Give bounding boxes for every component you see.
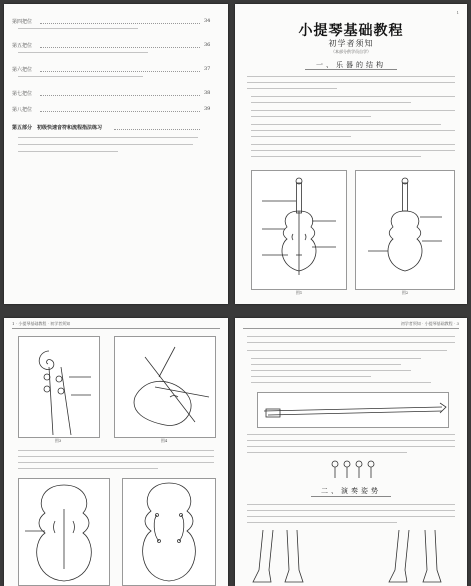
pegs-icon <box>327 458 375 480</box>
text-line <box>18 456 214 457</box>
toc-item-5: 第八把位 <box>12 107 33 113</box>
toc-page-3: 37 <box>204 66 211 72</box>
text-line <box>18 462 214 463</box>
text-line <box>247 504 455 505</box>
page-number: 1 <box>456 10 459 15</box>
page-figures <box>4 318 228 586</box>
text-line <box>247 342 455 343</box>
figure-caption: 图4 <box>160 438 168 443</box>
text-line <box>247 522 397 523</box>
text-line <box>247 516 455 517</box>
toc-page-4: 38 <box>204 90 211 96</box>
toc-leader <box>40 95 200 96</box>
body-outline-figure <box>18 478 110 586</box>
scroll-figure <box>18 336 100 438</box>
toc-chapter: 第五部分 初级快速音符和流程指法练习 <box>12 125 103 131</box>
text-line <box>251 364 401 365</box>
toc-subline <box>18 52 148 53</box>
toc-subline <box>18 137 198 138</box>
text-line <box>247 446 455 447</box>
header-rule <box>12 328 220 329</box>
text-line <box>247 434 455 435</box>
text-line <box>247 510 455 511</box>
toc-subline <box>18 76 143 77</box>
section-heading-posture: 二、演奏姿势 <box>321 487 381 495</box>
text-line <box>251 376 371 377</box>
toc-leader <box>40 71 200 72</box>
page-title-section <box>235 4 467 304</box>
toc-leader <box>40 111 200 112</box>
violin-back-icon <box>356 171 454 289</box>
violin-front-icon <box>252 171 346 289</box>
text-line <box>18 450 214 451</box>
toc-item-3: 第六把位 <box>12 67 33 73</box>
text-line <box>251 156 421 157</box>
text-line <box>251 144 455 145</box>
text-line <box>251 116 371 117</box>
toc-leader <box>114 129 200 130</box>
toc-subline <box>18 144 193 145</box>
running-header: 1 · 小提琴基础教程 · 初学者须知 <box>12 321 71 326</box>
text-line <box>251 130 455 131</box>
violin-scroll-icon <box>19 337 99 437</box>
text-line <box>247 82 455 83</box>
running-header: 初学者须知 · 小提琴基础教程 · 3 <box>400 321 459 326</box>
toc-item-1: 第四把位 <box>12 19 33 25</box>
figure-caption: 图2 <box>401 290 409 295</box>
f-hole-figure <box>122 478 216 586</box>
violin-body-icon <box>19 479 109 585</box>
violin-bow-icon <box>115 337 215 437</box>
section-underline <box>311 496 391 497</box>
text-line <box>247 76 455 77</box>
posture-legs-icon <box>249 530 455 586</box>
section-underline <box>305 69 397 70</box>
toc-leader <box>40 23 200 24</box>
toc-page-2: 36 <box>204 42 211 48</box>
bow-figure <box>257 392 449 428</box>
toc-item-2: 第五把位 <box>12 43 33 49</box>
page-toc <box>4 4 228 304</box>
text-line <box>251 110 455 111</box>
text-line <box>251 96 455 97</box>
section-heading: 一、乐器的结构 <box>316 61 386 69</box>
header-rule <box>243 328 459 329</box>
text-line <box>251 358 421 359</box>
toc-item-4: 第七把位 <box>12 91 33 97</box>
text-line <box>18 468 158 469</box>
book-title: 小提琴基础教程 <box>298 23 404 39</box>
violin-back-figure <box>355 170 455 290</box>
f-hole-icon <box>123 479 215 585</box>
text-line <box>251 150 455 151</box>
toc-page-5: 39 <box>204 106 211 112</box>
text-line <box>251 124 441 125</box>
figure-caption: 图1 <box>295 290 303 295</box>
text-line <box>247 452 407 453</box>
bow-icon <box>258 393 448 427</box>
toc-subline <box>18 28 138 29</box>
subtitle-note: （本部分供学员自学） <box>331 49 371 54</box>
text-line <box>247 88 337 89</box>
violin-bow-figure <box>114 336 216 438</box>
text-line <box>251 382 431 383</box>
figure-caption: 图3 <box>54 438 62 443</box>
subtitle: 初学者须知 <box>328 39 374 48</box>
text-line <box>247 350 447 351</box>
text-line <box>251 136 351 137</box>
text-line <box>251 102 411 103</box>
text-line <box>247 336 455 337</box>
toc-page-1: 34 <box>204 18 211 24</box>
text-line <box>247 440 455 441</box>
page-posture <box>235 318 467 586</box>
violin-front-figure <box>251 170 347 290</box>
toc-leader <box>40 47 200 48</box>
text-line <box>251 370 411 371</box>
toc-subline <box>18 151 118 152</box>
